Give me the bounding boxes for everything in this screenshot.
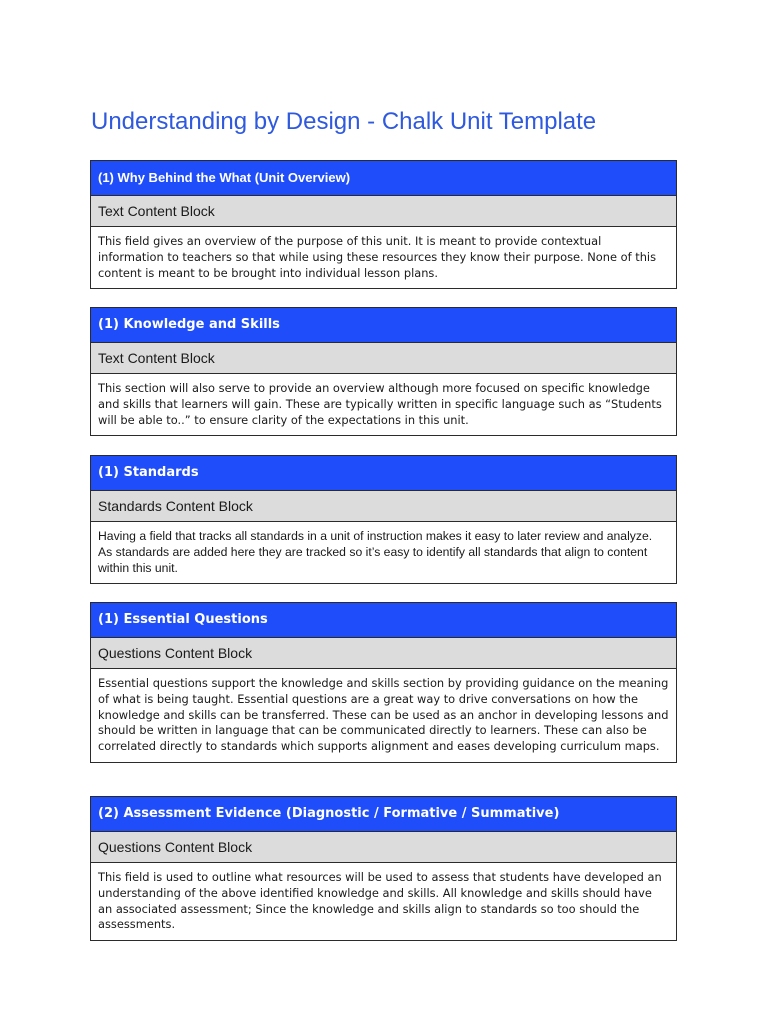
content-block-label: Questions Content Block bbox=[91, 638, 676, 669]
section-body-text: This field is used to outline what resources will be used to assess that students have developed an understanding of the above identified knowledge and skills. All knowledge and skills should have an associated assessment; Since the knowledge and skills align to standards so too should the assessments. bbox=[98, 870, 662, 932]
page-title: Understanding by Design - Chalk Unit Template bbox=[91, 108, 597, 135]
content-block-label: Text Content Block bbox=[91, 343, 676, 374]
content-block-label: Standards Content Block bbox=[91, 491, 676, 522]
section-body-text: This section will also serve to provide an overview although more focused on specific knowledge and skills that learners will gain. These are typically written in specific language such as “Students will be able to..” to ensure clarity of the expectations in this unit. bbox=[98, 381, 662, 427]
section-unit-overview bbox=[90, 160, 677, 289]
section-body-text: Essential questions support the knowledge and skills section by providing guidance on the meaning of what is being taught. Essential questions are a great way to drive conversations on how the knowledge and skills can be transferred. These can be used as an anchor in developing lessons and should be written in language that can be communicated directly to learners. These can also be correlated directly to standards which supports alignment and eases developing curriculum maps. bbox=[98, 676, 669, 754]
section-body-text: Having a field that tracks all standards in a unit of instruction makes it easy to later review and analyze. As standards are added here they are tracked so it’s easy to identify all standards that align to content within this unit. bbox=[98, 529, 653, 575]
section-standards bbox=[90, 455, 677, 584]
content-block-label: Questions Content Block bbox=[91, 832, 676, 863]
section-body-text: This field gives an overview of the purpose of this unit. It is meant to provide contextual information to teachers so that while using these resources they know their purpose. None of this content is meant to be brought into individual lesson plans. bbox=[98, 234, 657, 280]
section-header: (1) Essential Questions bbox=[91, 603, 676, 638]
section-header: (1) Standards bbox=[91, 456, 676, 491]
section-header: (1) Why Behind the What (Unit Overview) bbox=[91, 161, 676, 196]
section-assessment-evidence bbox=[90, 796, 677, 941]
section-header: (1) Knowledge and Skills bbox=[91, 308, 676, 343]
section-knowledge-and-skills bbox=[90, 307, 677, 436]
section-essential-questions bbox=[90, 602, 677, 763]
section-header: (2) Assessment Evidence (Diagnostic / Formative / Summative) bbox=[91, 797, 676, 832]
content-block-label: Text Content Block bbox=[91, 196, 676, 227]
